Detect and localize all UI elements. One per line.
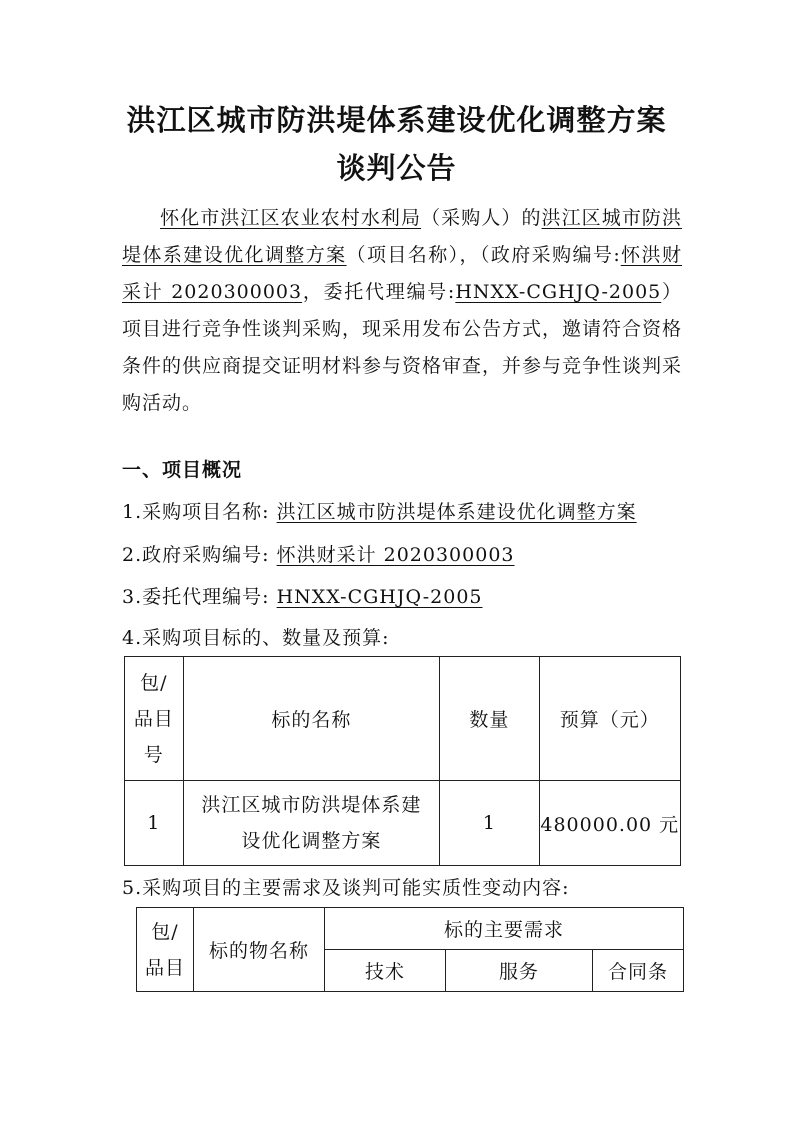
- cell-budget: 480000.00 元: [539, 781, 680, 866]
- cell-pkg: 1: [125, 781, 184, 866]
- table-row: [125, 781, 681, 866]
- agent-code: HNXX-CGHJQ-2005: [455, 281, 662, 303]
- document-title-line2: 谈判公告: [336, 151, 457, 185]
- subheader-service: 服务: [446, 950, 593, 992]
- item-agent-code: 3.委托代理编号: HNXX-CGHJQ-2005: [122, 586, 483, 608]
- cell-name: 洪江区城市防洪堤体系建设优化调整方案: [183, 781, 440, 866]
- header-pkg: 包/品目号: [125, 657, 184, 781]
- header-main-requirements: 标的主要需求: [325, 908, 684, 950]
- intro-paragraph: 怀化市洪江区农业农村水利局（采购人）的洪江区城市防洪堤体系建设优化调整方案（项目名称），（政府采购编号:怀洪财采计 2020300003，委托代理编号:HNXX-CGHJQ-2005）项目进行竞争性谈判采购，现采用发布公告方式，邀请符合资格条件的供应商提交证明材料参与资格审查，并参与竞争性谈判采购活动。: [122, 207, 683, 414]
- intro-body: 项目进行竞争性谈判采购，现采用发布公告方式，邀请符合资格条件的供应商提交证明材料参与资格审查，并参与竞争性谈判采购活动。: [122, 318, 683, 414]
- subheader-tech: 技术: [325, 950, 446, 992]
- item-gov-code: 2.政府采购编号: 怀洪财采计 2020300003: [122, 544, 515, 566]
- header-name: 标的名称: [183, 657, 440, 781]
- gov-procurement-code: 怀洪财采计 2020300003: [122, 244, 682, 303]
- purchaser-name: 怀化市洪江区农业农村水利局: [160, 207, 422, 229]
- table-header-row: [125, 657, 681, 781]
- item-project-name: 1.采购项目名称: 洪江区城市防洪堤体系建设优化调整方案: [122, 501, 637, 523]
- document-title-line1: 洪江区城市防洪堤体系建设优化调整方案: [126, 103, 667, 137]
- requirements-table: [136, 907, 684, 992]
- cell-qty: 1: [440, 781, 539, 866]
- item-requirements-label: 5.采购项目的主要需求及谈判可能实质性变动内容:: [122, 877, 570, 899]
- item-budget-label: 4.采购项目标的、数量及预算:: [122, 627, 390, 649]
- header-budget: 预算（元）: [539, 657, 680, 781]
- section-heading-project-overview: 一、项目概况: [122, 459, 243, 481]
- header-qty: 数量: [440, 657, 539, 781]
- header-item-name: 标的物名称: [194, 908, 325, 992]
- header-pkg: 包/品目: [137, 908, 194, 992]
- subheader-contract: 合同条: [593, 950, 684, 992]
- table-header-row: [137, 908, 684, 950]
- project-name: 洪江区城市防洪堤体系建设优化调整方案: [122, 207, 682, 266]
- budget-table: [124, 656, 681, 866]
